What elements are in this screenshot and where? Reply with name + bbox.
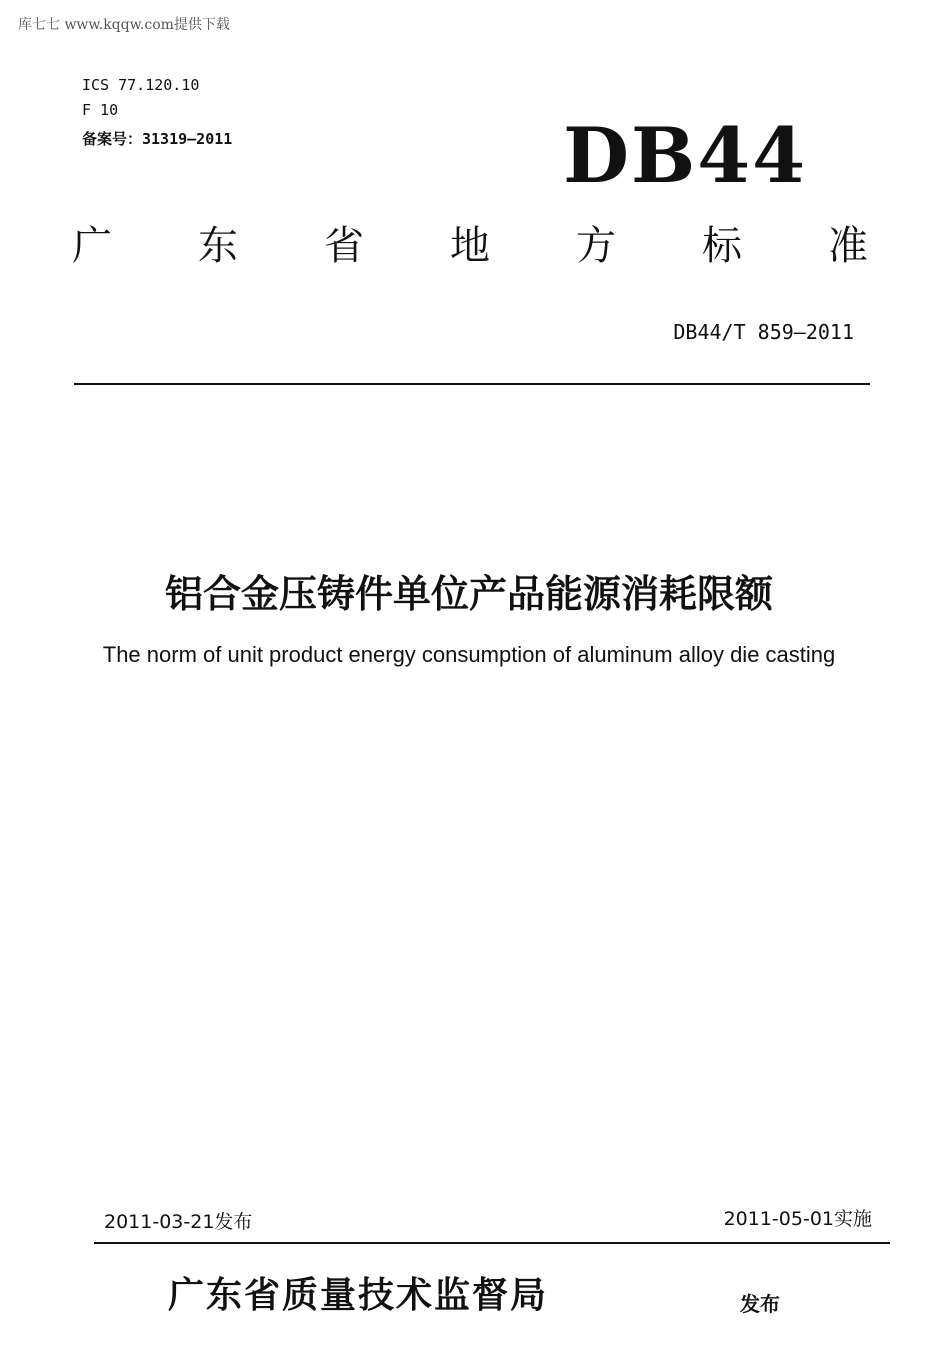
standard-type-char: 方: [576, 223, 616, 269]
standard-type-char: 广: [72, 223, 112, 269]
ics-code: ICS 77.120.10: [82, 76, 200, 94]
standard-type-char: 准: [828, 223, 868, 269]
issue-label: 发布: [740, 1292, 780, 1316]
standard-type-char: 省: [324, 223, 364, 269]
implementation-date: 2011-05-01实施: [723, 1208, 872, 1230]
category-code: F 10: [82, 101, 119, 119]
record-number: 备案号：31319—2011: [82, 130, 233, 148]
document-title-english: The norm of unit product energy consumption of aluminum alloy die casting: [102, 642, 836, 667]
issuing-authority: 广东省质量技术监督局: [168, 1274, 549, 1316]
publish-date: 2011-03-21发布: [104, 1211, 253, 1233]
document-title-chinese: 铝合金压铸件单位产品能源消耗限额: [164, 572, 773, 616]
standard-type-char: 东: [198, 223, 238, 269]
standard-type: [72, 223, 868, 269]
standard-code: DB44: [563, 111, 807, 200]
standard-number: DB44/T 859—2011: [673, 320, 854, 344]
top-divider: [74, 383, 870, 385]
bottom-divider: [94, 1242, 890, 1244]
standard-type-char: 地: [450, 223, 490, 269]
standard-type-char: 标: [702, 223, 742, 269]
watermark-text: 库七七 www.kqqw.com提供下载: [18, 17, 230, 33]
